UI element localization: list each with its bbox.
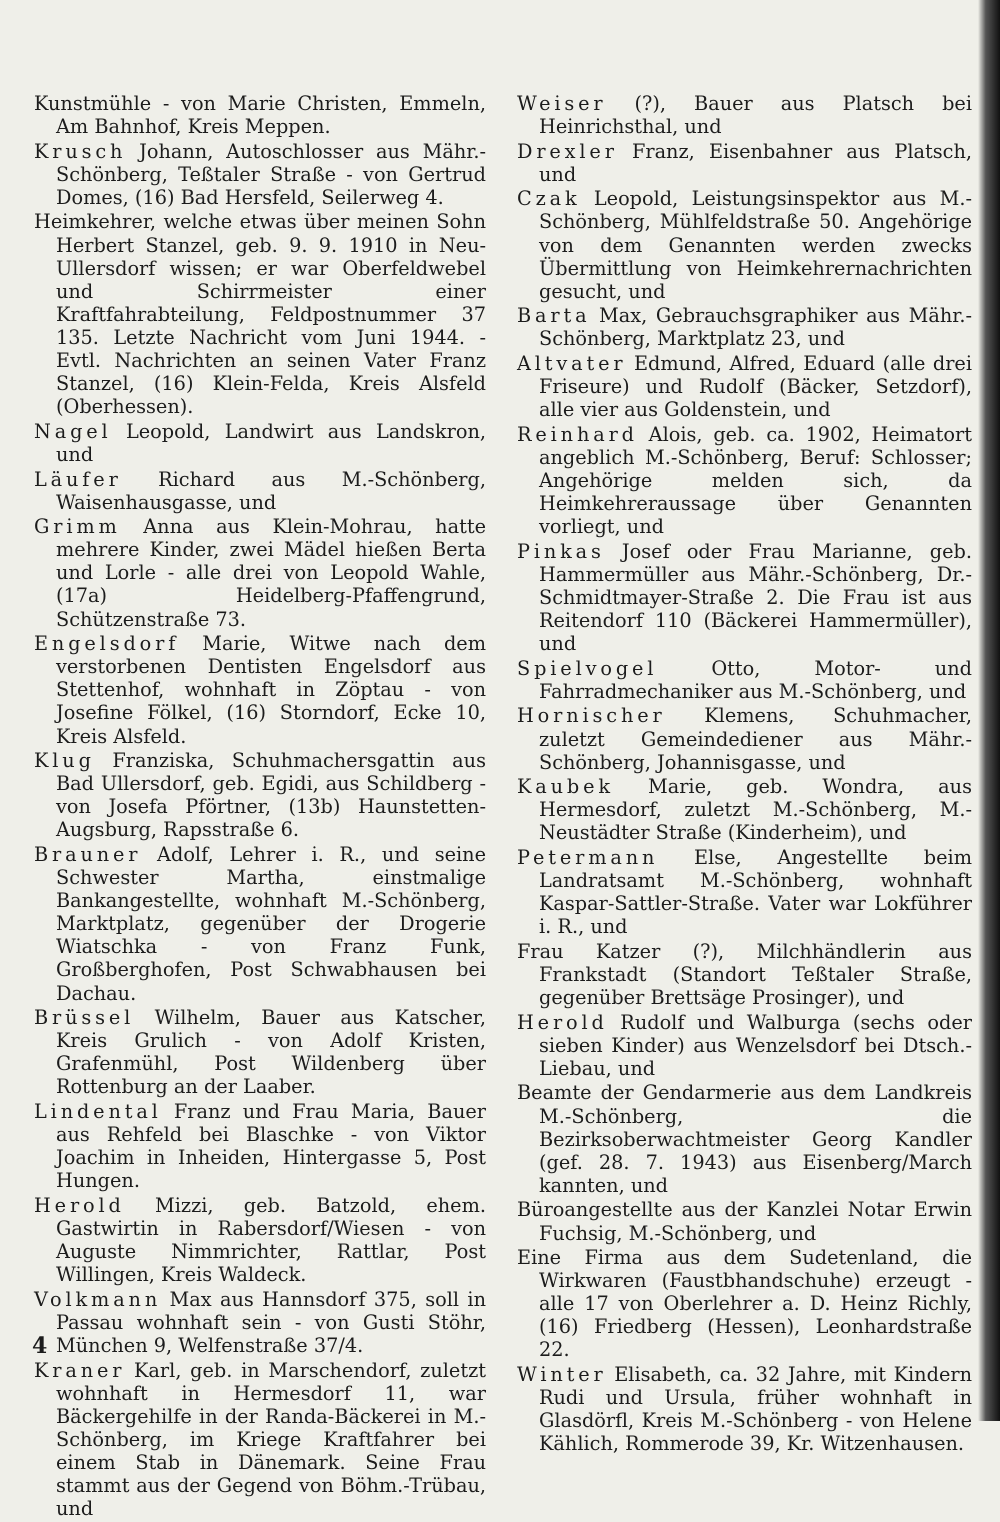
entry-name: Hornischer [517,704,666,728]
list-item [34,1100,486,1192]
entry-text: Wilhelm, Bauer aus Katscher, Kreis Grulich - von Adolf Kristen, Grafenmühl, Post Wildenberg über Rottenburg an der Laaber. [56,1006,486,1099]
list-item [517,540,972,655]
list-item [517,940,972,1009]
list-item [34,1288,486,1357]
list-item [34,749,486,841]
list-item [517,140,972,186]
entry-text: Marie, Witwe nach dem verstorbenen Dentisten Engelsdorf aus Stettenhof, wohnhaft in Zöptau - von Josefine Fölkel, (16) Storndorf, Ecke 10, Kreis Alsfeld. [56,632,486,748]
entry-text: Franz, Eisenbahner aus Platsch, und [539,139,972,186]
list-item [517,352,972,421]
entry-text: Else, Angestellte beim Landratsamt M.-Schönberg, wohnhaft Kaspar-Sattler-Straße. Vater war Lokführer i. R., und [539,846,972,939]
entry-name: Brauner [34,843,142,866]
entry-name: Spielvogel [517,656,658,680]
entry-text: Edmund, Alfred, Eduard (alle drei Friseure) und Rudolf (Bäcker, Setzdorf), alle vier aus Goldenstein, und [539,352,972,422]
entry-text: Otto, Motor- und Fahrradmechaniker aus M.-Schönberg, und [539,656,972,703]
entry-text: Max, Gebrauchsgraphiker aus Mähr.-Schönberg, Marktplatz 23, und [539,304,972,351]
entry-text: Karl, geb. in Marschendorf, zuletzt wohnhaft in Hermesdorf 11, war Bäckergehilfe in der Randa-Bäckerei in M.-Schönberg, im Kriege Kraftfahrer bei einem Stab in Dänemark. Seine Frau stammt aus der Gegend von Böhm.-Trübau, und [56,1358,486,1521]
entry-text: Josef oder Frau Marianne, geb. Hammermüller aus Mähr.-Schönberg, Dr.-Schmidtmayer-Straße 2. Die Frau ist aus Reitendorf 110 (Bäckerei Hammermüller), und [539,539,972,656]
entry-text: Marie, geb. Wondra, aus Hermesdorf, zuletzt M.-Schönberg, M.-Neustädter Straße (Kinderheim), und [539,775,972,845]
list-item [517,775,972,844]
list-item [517,1011,972,1080]
entry-text: Leopold, Leistungsinspektor aus M.-Schönberg, Mühlfeldstraße 50. Angehörige von dem Genannten werden zwecks Übermittlung von Heimkehrernachrichten gesucht, und [539,187,972,303]
entry-text: Rudolf und Walburga (sechs oder sieben Kinder) aus Wenzelsdorf bei Dtsch.-Liebau, und [539,1010,972,1080]
entry-name: Läufer [34,467,122,491]
entry-text: Adolf, Lehrer i. R., und seine Schwester Martha, einstmalige Bankangestellte, wohnhaft M.-Schönberg, Marktplatz, gegenüber der Drogerie Wiatschka - von Franz Funk, Großberghofen, Post Schwabhausen bei Dachau. [56,843,486,1005]
entry-name: Engelsdorf [34,632,180,656]
entry-text: (?), Bauer aus Platsch bei Heinrichsthal, und [539,92,972,139]
list-item [517,1246,972,1361]
entry-text: Frau Katzer (?), Milchhändlerin aus Frankstadt (Standort Teßtaler Straße, gegenüber Brettsäge Prosinger), und [517,939,972,1010]
entry-name: Nagel [34,419,112,443]
entry-text: Max aus Hannsdorf 375, soll in Passau wohnhaft sein - von Gusti Stöhr, München 9, Welfenstraße 37/4. [56,1287,486,1357]
list-item [517,1198,972,1244]
list-item [34,1006,486,1098]
entry-text: Heimkehrer, welche etwas über meinen Sohn Herbert Stanzel, geb. 9. 9. 1910 in Neu-Ullersdorf wissen; er war Oberfeldwebel und Schirrmeister einer Kraftfahrabteilung, Feldpostnummer 37 135. Letzte Nachricht vom Juni 1944. - Evtl. Nachrichten an seinen Vater Franz Stanzel, (16) Klein-Felda, Kreis Alsfeld (Oberhessen). [34,210,486,419]
list-item [517,657,972,703]
list-item [34,843,486,1005]
entry-text: Alois, geb. ca. 1902, Heimatort angeblich M.-Schönberg, Beruf: Schlosser; Angehörige melden sich, da Heimkehreraussage über Genannten vorliegt, und [539,422,972,539]
list-item [517,92,972,138]
list-item [34,210,486,418]
entry-name: Petermann [517,846,659,869]
entry-text: Mizzi, geb. Batzold, ehem. Gastwirtin in Rabersdorf/Wiesen - von Auguste Nimmrichter, Rattlar, Post Willingen, Kreis Waldeck. [56,1193,486,1287]
list-item [34,468,486,514]
entry-text: Klemens, Schuhmacher, zuletzt Gemeindediener aus Mähr.-Schönberg, Johannisgasse, und [539,704,972,774]
entry-name: Kraner [34,1358,126,1382]
list-item [517,1363,972,1455]
entry-text: Richard aus M.-Schönberg, Waisenhausgasse, und [56,467,486,514]
list-item [517,846,972,938]
list-item [34,515,486,630]
list-item [34,1359,486,1521]
entry-name: Herold [517,1010,608,1034]
entry-name: Altvater [517,352,627,376]
entry-name: Herold [34,1193,125,1217]
list-item [517,304,972,350]
list-item [34,632,486,747]
entry-name: Brüssel [34,1006,135,1030]
list-item [517,187,972,302]
entry-name: Kaubek [517,775,614,799]
page-edge-shadow [978,0,1000,1421]
list-item [34,1194,486,1286]
entry-name: Czak [517,187,581,211]
entry-text: Kunstmühle - von Marie Christen, Emmeln, Am Bahnhof, Kreis Meppen. [34,92,486,139]
entry-text: Franz und Frau Maria, Bauer aus Rehfeld bei Blaschke - von Viktor Joachim in Inheiden, Hintergasse 5, Post Hungen. [56,1100,486,1193]
list-item [517,423,972,538]
entry-name: Volkmann [34,1287,162,1311]
entry-text: Büroangestellte aus der Kanzlei Notar Erwin Fuchsig, M.-Schönberg, und [517,1198,972,1245]
entry-text: Franziska, Schuhmachersgattin aus Bad Ullersdorf, geb. Egidi, aus Schildberg - von Josefa Pförtner, (13b) Haunstetten-Augsburg, Rapsstraße 6. [56,749,486,842]
right-column [517,92,972,1457]
left-column [34,92,486,1522]
entry-name: Reinhard [517,422,638,446]
entry-text: Johann, Autoschlosser aus Mähr.-Schönberg, Teßtaler Straße - von Gertrud Domes, (16) Bad Hersfeld, Seilerweg 4. [56,139,487,209]
entry-text: Beamte der Gendarmerie aus dem Landkreis M.-Schönberg, die Bezirksoberwachtmeister Georg Kandler (gef. 28. 7. 1943) aus Eisenberg/March kannten, und [517,1081,972,1197]
entry-name: Klug [34,749,95,773]
entry-name: Barta [517,304,591,328]
entry-name: Winter [517,1363,607,1387]
list-item [34,92,486,138]
list-item [34,140,486,209]
entry-name: Drexler [517,139,618,163]
page-number: 4 [32,1333,48,1359]
list-item [34,420,486,466]
entry-name: Grimm [34,515,121,539]
entry-text: Eine Firma aus dem Sudetenland, die Wirkwaren (Faustbhandschuhe) erzeugt - alle 17 von Oberlehrer a. D. Heinz Richly, (16) Friedberg (Hessen), Leonhardstraße 22. [517,1246,972,1362]
entry-text: Leopold, Landwirt aus Landskron, und [56,419,486,466]
list-item [517,1081,972,1196]
list-item [517,704,972,773]
entry-text: Anna aus Klein-Mohrau, hatte mehrere Kinder, zwei Mädel hießen Berta und Lorle - alle drei von Leopold Wahle, (17a) Heidelberg-Pfaffengrund, Schützenstraße 73. [56,515,486,631]
entry-text: Elisabeth, ca. 32 Jahre, mit Kindern Rudi und Ursula, früher wohnhaft in Glasdörfl, Kreis M.-Schönberg - von Helene Kählich, Rommerode 39, Kr. Witzenhausen. [539,1363,972,1456]
entry-name: Pinkas [517,539,605,563]
entry-name: Weiser [517,92,607,115]
entry-name: Krusch [34,139,127,163]
entry-name: Lindental [34,1100,162,1124]
